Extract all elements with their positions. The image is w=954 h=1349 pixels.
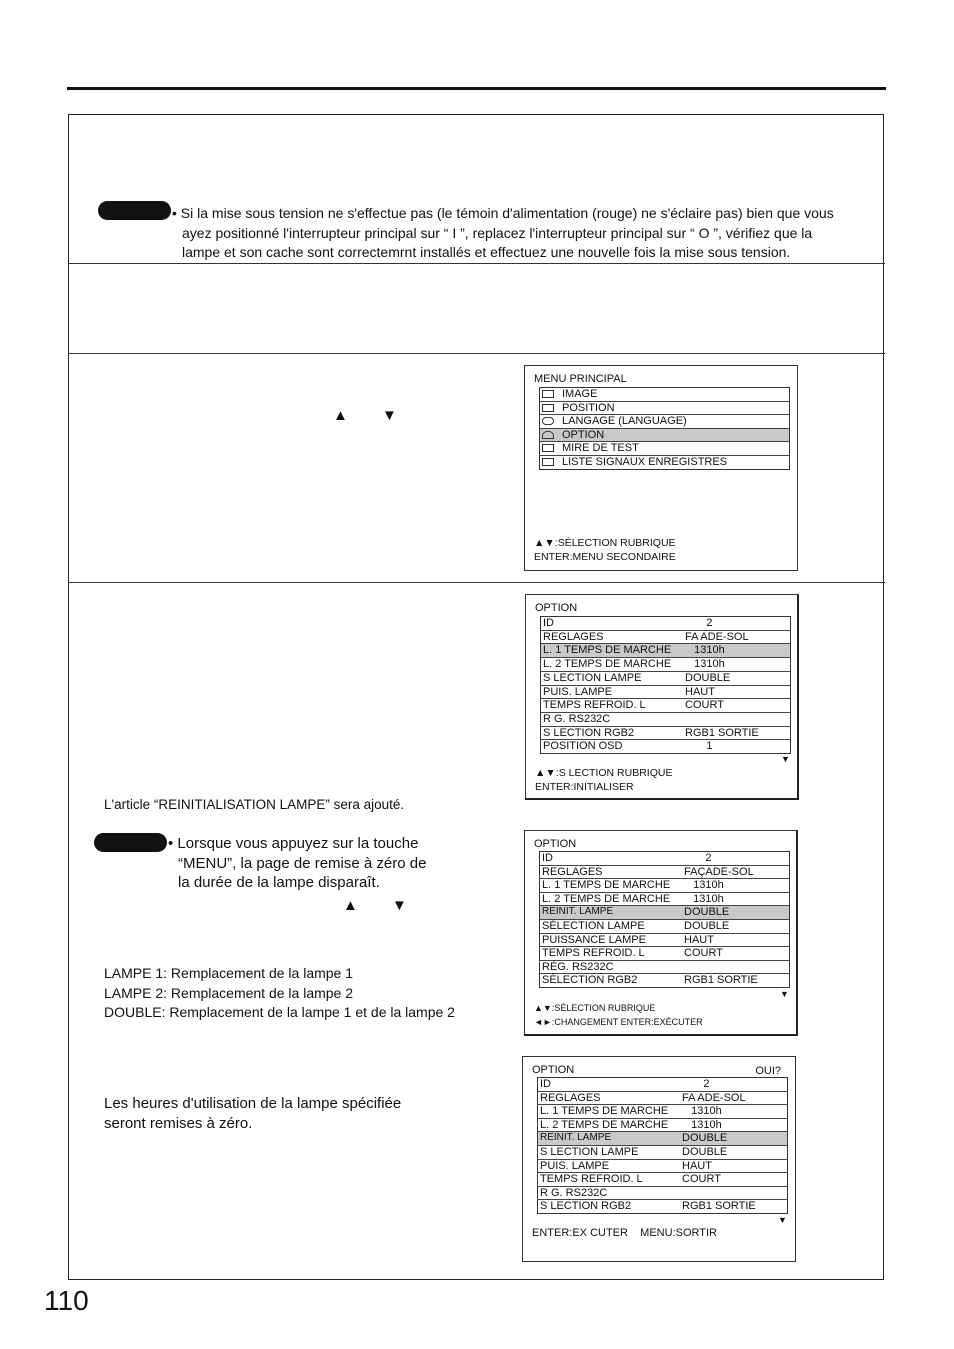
option-row[interactable]: SÉLECTION LAMPE DOUBLE [540, 919, 790, 933]
scroll-down-icon: ▼ [780, 989, 789, 999]
menu-item-signal-list[interactable]: LISTE SIGNAUX ENREGISTRES [540, 455, 790, 469]
footer-line: ENTER:EX CUTER MENU:SORTIR [532, 1227, 717, 1239]
lamp-option: LAMPE 1: Remplacement de la lampe 1 [104, 965, 354, 981]
note-line: • Lorsque vous appuyez sur la touche [168, 835, 419, 852]
note-line: la durée de la lampe disparaît. [178, 874, 380, 891]
option-row[interactable]: L. 2 TEMPS DE MARCHE 1310h [541, 658, 791, 672]
option-row[interactable]: S LECTION RGB2 RGB1 SORTIE [541, 726, 791, 740]
option-row[interactable]: REGLAGES FA ADE-SOL [541, 630, 791, 644]
footer-line: ▲▼:S LECTION RUBRIQUE [535, 767, 673, 779]
menu-item-test-pattern[interactable]: MIRE DE TEST [540, 442, 790, 456]
test-pattern-icon [542, 444, 554, 452]
option-list [540, 616, 791, 754]
footer-line: ◄►:CHANGEMENT ENTER:EXÉCUTER [534, 1017, 703, 1027]
menu-item-language[interactable]: LANGAGE (LANGUAGE) [540, 415, 790, 429]
option-row[interactable]: PUIS. LAMPE HAUT [541, 685, 791, 699]
option-row[interactable]: S LECTION LAMPE DOUBLE [541, 671, 791, 685]
option-row[interactable]: ID 2 [541, 617, 791, 631]
page-number: 110 [44, 1285, 89, 1316]
footer-line: ▲▼:SÉLECTION RUBRIQUE [534, 1003, 656, 1013]
osd-title: OPTION [535, 602, 578, 614]
option-row[interactable]: S LECTION RGB2 RGB1 SORTIE [540, 1200, 756, 1213]
option-icon [542, 431, 554, 439]
note-power [172, 204, 872, 263]
option-row[interactable]: TEMPS REFROID. L COURT [541, 699, 791, 713]
reset-description [104, 1094, 401, 1133]
down-arrow-icon: ▼ [392, 897, 407, 914]
lamp-option: LAMPE 2: Remplacement de la lampe 2 [104, 984, 354, 1001]
option-row-selected[interactable]: REINIT. LAMPE DOUBLE [538, 1132, 788, 1146]
option-list [537, 1077, 788, 1214]
signal-list-icon [542, 458, 554, 466]
option-row[interactable]: L. 2 TEMPS DE MARCHE 1310h [538, 1118, 788, 1132]
reset-line: seront remises à zéro. [104, 1114, 253, 1132]
up-arrow-icon: ▲ [343, 897, 358, 914]
language-icon [542, 417, 554, 425]
option-row[interactable]: REGLAGES FAÇADE-SOL [540, 865, 790, 879]
osd-option-menu-2 [524, 830, 798, 1036]
lamp-options-list [104, 964, 455, 1023]
note-badge [98, 201, 171, 220]
option-row-selected[interactable]: REINIT. LAMPE DOUBLE [540, 906, 790, 920]
option-row[interactable]: TEMPS REFROID. L COURT [538, 1173, 788, 1187]
down-arrow-icon: ▼ [382, 407, 397, 424]
footer-line: ▲▼:SÉLECTION RUBRIQUE [534, 537, 676, 549]
note-line: lampe et son cache sont correctemrnt installés et effectuez une nouvelle fois la mise sous tension. [182, 244, 791, 260]
option-row[interactable]: ID 2 [538, 1078, 788, 1092]
footer-line: ENTER:MENU SECONDAIRE [534, 551, 676, 563]
option-row[interactable]: POSITION OSD 1 [543, 740, 713, 753]
osd-option-menu-1 [525, 594, 799, 800]
up-arrow-icon: ▲ [333, 407, 348, 424]
menu-item-option[interactable]: OPTION [540, 428, 790, 442]
lamp-option: DOUBLE: Remplacement de la lampe 1 et de la lampe 2 [104, 1004, 455, 1020]
option-row[interactable]: R G. RS232C [541, 712, 791, 726]
option-row[interactable]: ID 2 [540, 852, 790, 866]
top-rule [67, 87, 886, 90]
option-row[interactable]: PUISSANCE LAMPE HAUT [540, 933, 790, 947]
footer-line: ENTER:INITIALISER [535, 781, 634, 793]
option-row[interactable]: RÉG. RS232C [540, 960, 790, 974]
option-row[interactable]: L. 1 TEMPS DE MARCHE 1310h [538, 1105, 788, 1119]
position-icon [542, 404, 554, 412]
osd-footer [532, 1226, 717, 1240]
note-menu-key [168, 834, 468, 893]
note-badge [94, 833, 167, 852]
osd-option-menu-3 [522, 1056, 796, 1262]
osd-footer [534, 1001, 703, 1029]
scroll-down-icon: ▼ [778, 1215, 787, 1225]
note-line: • Si la mise sous tension ne s'effectue pas (le témoin d'alimentation (rouge) ne s'éclaire pas) bien que vous [172, 205, 834, 221]
section-divider [68, 582, 885, 583]
reset-line: Les heures d'utilisation de la lampe spécifiée [104, 1095, 402, 1112]
option-row[interactable]: L. 2 TEMPS DE MARCHE 1310h [540, 892, 790, 906]
note-line: “MENU”, la page de remise à zéro de [178, 854, 427, 872]
menu-item-position[interactable]: POSITION [540, 401, 790, 415]
option-row[interactable]: PUIS. LAMPE HAUT [538, 1159, 788, 1173]
osd-title: OPTION [534, 838, 577, 850]
option-list [539, 851, 790, 988]
osd-footer [535, 766, 672, 794]
scroll-down-icon: ▼ [781, 754, 790, 764]
menu-item-image[interactable]: IMAGE [540, 388, 790, 402]
section-divider [68, 263, 885, 264]
option-row[interactable]: R G. RS232C [538, 1186, 788, 1200]
osd-footer [534, 536, 676, 564]
option-row[interactable]: S LECTION LAMPE DOUBLE [538, 1145, 788, 1159]
menu-list [539, 387, 790, 470]
osd-main-menu [524, 365, 798, 571]
confirm-prompt: OUI? [755, 1065, 781, 1077]
added-item-text: L'article “REINITIALISATION LAMPE” sera ajouté. [104, 797, 405, 812]
option-row[interactable]: TEMPS REFROID. L COURT [540, 947, 790, 961]
section-divider [68, 353, 885, 354]
note-line: ayez positionné l'interrupteur principal sur “ I ”, replacez l'interrupteur principal sur “ O ”, vérifiez que la [182, 224, 813, 241]
image-icon [542, 390, 554, 398]
option-row[interactable]: REGLAGES FA ADE-SOL [538, 1091, 788, 1105]
osd-title: OPTION [532, 1064, 575, 1076]
osd-title: MENU PRINCIPAL [534, 373, 627, 385]
option-row-selected[interactable]: L. 1 TEMPS DE MARCHE 1310h [541, 644, 791, 658]
option-row[interactable]: L. 1 TEMPS DE MARCHE 1310h [540, 879, 790, 893]
option-row[interactable]: SÉLECTION RGB2 RGB1 SORTIE [542, 974, 758, 987]
